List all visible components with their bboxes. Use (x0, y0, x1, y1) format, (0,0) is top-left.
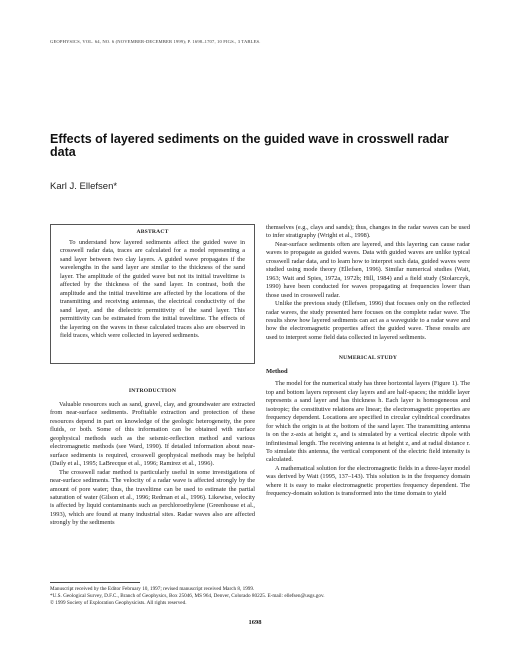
introduction-paragraph: Valuable resources such as sand, gravel, clay, and groundwater are extracted from near-surface sediments. Profitable extraction and protection of these resources depend in part on knowledge of the geologic heterogeneity, the pore fluids, or both. Some of this information can be obtained with surface geophysical methods such as the seismic-reflection method and various electromagnetic methods (see Ward, 1990). If detailed information about near-surface sediments is required, crosswell geophysical methods may be helpful (Daily et al., 1995; LaBrecque et al., 1996; Ramirez et al., 1996). (50, 401, 255, 468)
method-heading: Method (266, 368, 288, 376)
body-paragraph: Unlike the previous study (Ellefsen, 1996) that focuses only on the reflected radar waves, the study presented here focuses on the complete radar wave. The results show how layered sediments can act as a waveguide to a radar wave and how the electromagnetic properties affect the guided wave. These results are used to interpret some field data collected in layered sediments. (266, 300, 470, 341)
body-paragraph: themselves (e.g., clays and sands); thus, changes in the radar waves can be used to infer stratigraphy (Wright et al., 1998). (266, 224, 470, 240)
method-paragraph: A mathematical solution for the electromagnetic fields in a three-layer model was derived by Wait (1995, 137–143). This solution is in the frequency domain where it is easy to make electromagnetic properties frequency dependent. The frequency-domain solution is transformed into the time domain to yield (266, 464, 470, 498)
page-number: 1698 (248, 619, 262, 626)
left-column (50, 224, 255, 528)
body-paragraph: Near-surface sediments often are layered, and this layering can cause radar waves to propagate as guided waves. Data with guided waves are unlike typical crosswell radar data, and to learn how to interpret such data, guided waves were studied using mode theory (Ellefsen, 1996). Similar numerical studies (Wait, 1963; Wait and Spies, 1972a, 1972b; Hill, 1984) and a field study (Stolarczyk, 1990) have been conducted for waves propagating at frequencies lower than those used in crosswell radar. (266, 240, 470, 299)
journal-header: GEOPHYSICS, VOL. 64, NO. 6 (NOVEMBER-DECEMBER 1999); P. 1698–1707, 10 FIGS., 3 TABLES. (50, 39, 261, 44)
right-column (266, 224, 470, 499)
abstract-heading: ABSTRACT (136, 229, 169, 235)
footnote-affiliation: *U.S. Geological Survey, D.F.C., Branch of Geophysics, Box 25046, MS 964, Denver, Colorado 80225. E-mail: ellefsen@usgs.gov. (50, 592, 325, 599)
method-paragraph: The model for the numerical study has three horizontal layers (Figure 1). The top and bottom layers represent clay layers and are half-spaces; the middle layer represents a sand layer and has thickness h. Each layer is homogeneous and isotropic; the constitutive relations are linear; the electromagnetic properties are frequency dependent. Locations are specified in circular cylindrical coordinates for which the origin is at the bottom of the sand layer. The transmitting antenna is on the z-axis at height z₀ and is simulated by a vertical electric dipole with infinitesimal length. The receiving antenna is at height z, and at radial distance r. To simulate this antenna, the vertical component of the electric field intensity is calculated. (266, 380, 470, 464)
numerical-study-heading: NUMERICAL STUDY (338, 355, 398, 362)
footnote (50, 586, 470, 606)
paper-title: Effects of layered sediments on the guided wave in crosswell radar data (50, 132, 449, 159)
introduction-paragraph: The crosswell radar method is particularly useful in some investigations of near-surface sediments. The velocity of a radar wave is affected strongly by the amount of pore water; thus, the traveltime can be used to estimate the partial saturation of water (Gilson et al., 1996; Redman et al., 1996). Likewise, velocity is affected by liquid contaminants such as perchloroethylene (Greenhouse et al., 1993), which are found at many industrial sites. Radar waves also are affected strongly by the sediments (50, 468, 255, 527)
abstract-box (50, 224, 255, 364)
footnote-manuscript: Manuscript received by the Editor February 10, 1997; revised manuscript received March 8, 1999. (50, 586, 255, 592)
introduction-heading: INTRODUCTION (128, 388, 177, 394)
footnote-divider (50, 582, 140, 583)
author-line: Karl J. Ellefsen* (50, 181, 118, 192)
abstract-paragraph: To understand how layered sediments affect the guided wave in crosswell radar data, traces are calculated for a model representing a sand layer between two clay layers. A guided wave propagates if the wavelengths in the sand layer are similar to the thickness of the sand layer. The amplitude of the guided wave but not its initial traveltime is affected by the thickness of the sand layer. In contrast, both the amplitude and the initial traveltime are affected by the locations of the transmitting and receiving antennas, the electrical conductivity of the sand layer, and the dielectric permittivity of the sand layer. This permittivity can be estimated from the initial traveltime. The effects of the layering on the waves in these calculated traces also are observed in field traces, which were collected in layered sediments. (60, 239, 245, 339)
footnote-copyright: © 1999 Society of Exploration Geophysicists. All rights reserved. (50, 599, 187, 606)
